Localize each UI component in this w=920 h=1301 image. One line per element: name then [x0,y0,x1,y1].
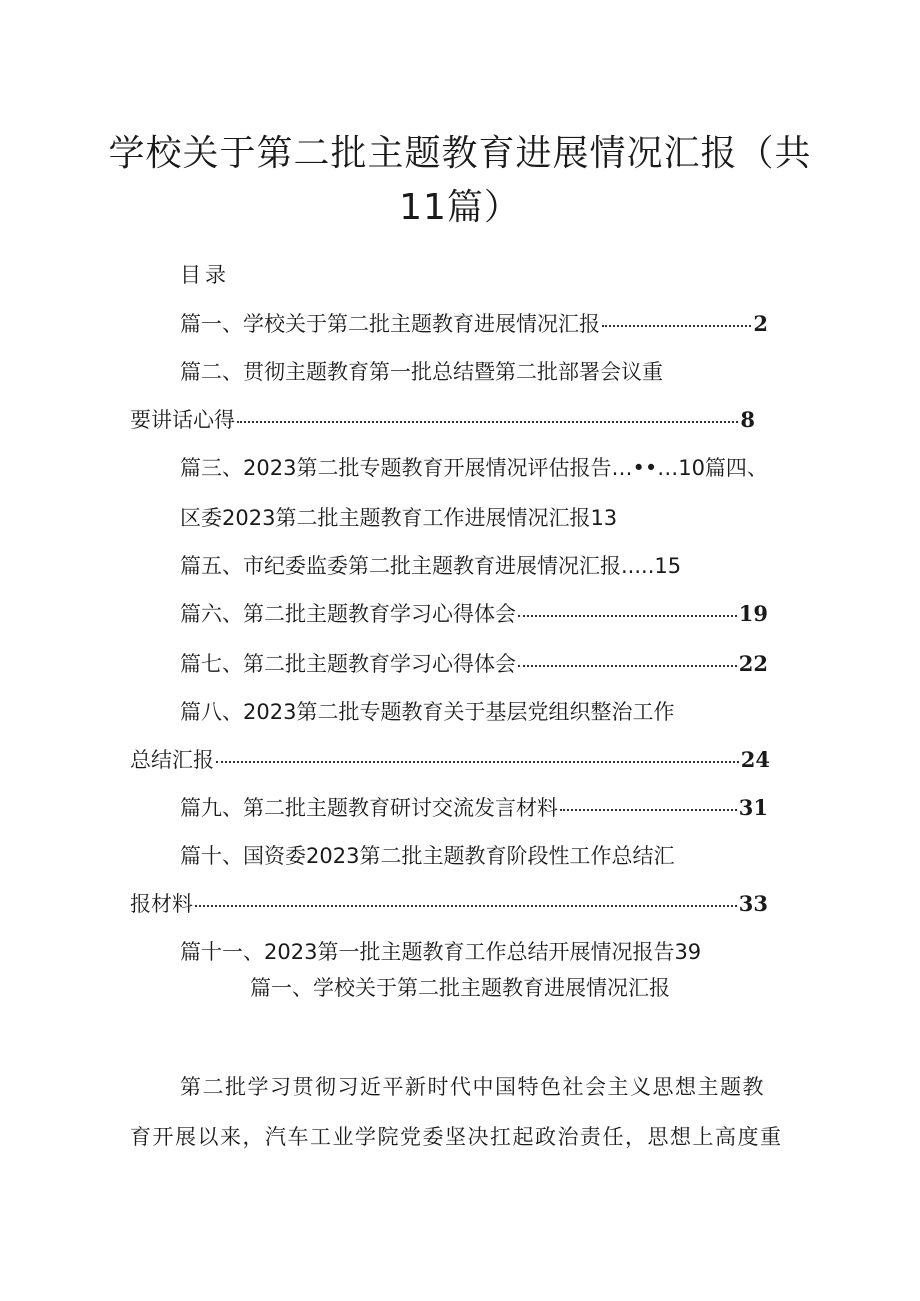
toc-item-8-line-1[interactable]: 篇八、2023第二批专题教育关于基层党组织整治工作 [180,700,675,724]
body-paragraph-line-2: 育开展以来，汽车工业学院党委坚决扛起政治责任，思想上高度重 [130,1125,783,1149]
toc-item-text: 篇六、第二批主题教育学习心得体会 [180,602,516,626]
toc-leader-dots [195,905,737,907]
toc-item-4-line[interactable]: 区委2023第二批主题教育工作进展情况汇报13 [180,506,618,530]
toc-item-text: 篇一、学校关于第二批主题教育进展情况汇报 [180,312,600,336]
toc-item-3-line-1[interactable]: 篇三、2023第二批专题教育开展情况评估报告…••…10篇四、 [180,456,768,480]
toc-leader-dots [560,809,737,811]
toc-item-2-line-2[interactable] [130,406,755,434]
toc-page-number: 8 [740,407,755,432]
document-title-line-1: 学校关于第二批主题教育进展情况汇报（共 [108,133,812,174]
toc-page-number: 19 [738,601,768,626]
toc-item-text: 报材料 [130,892,193,916]
toc-page-number: 24 [740,747,770,772]
toc-item-2-line-1[interactable]: 篇二、贯彻主题教育第一批总结暨第二批部署会议重 [180,360,663,384]
toc-leader-dots [518,615,737,617]
toc-item-text: 篇七、第二批主题教育学习心得体会 [180,652,516,676]
toc-leader-dots [602,325,751,327]
toc-item-1[interactable] [180,310,768,338]
toc-page-number: 2 [753,311,768,336]
toc-item-10-line-2[interactable] [130,890,768,918]
toc-item-9[interactable] [180,794,768,822]
toc-item-11[interactable]: 篇十一、2023第一批主题教育工作总结开展情况报告39 [180,940,702,964]
section-heading: 篇一、学校关于第二批主题教育进展情况汇报 [250,976,670,1000]
toc-item-8-line-2[interactable] [130,746,770,774]
toc-item-6[interactable] [180,600,768,628]
toc-item-text: 总结汇报 [130,748,214,772]
body-paragraph-line-1: 第二批学习贯彻习近平新时代中国特色社会主义思想主题教 [180,1075,765,1099]
toc-page-number: 22 [738,651,768,676]
toc-leader-dots [237,421,738,423]
toc-label: 目录 [180,263,230,287]
toc-page-number: 31 [738,795,768,820]
toc-item-5[interactable]: 篇五、市纪委监委第二批主题教育进展情况汇报.....15 [180,554,682,578]
toc-item-10-line-1[interactable]: 篇十、国资委2023第二批主题教育阶段性工作总结汇 [180,844,675,868]
toc-item-text: 要讲话心得 [130,408,235,432]
toc-item-7[interactable] [180,650,768,678]
document-title-line-2: 11篇） [399,187,521,228]
toc-item-text: 篇九、第二批主题教育研讨交流发言材料 [180,796,558,820]
toc-leader-dots [518,665,737,667]
toc-leader-dots [216,761,739,763]
toc-page-number: 33 [738,891,768,916]
